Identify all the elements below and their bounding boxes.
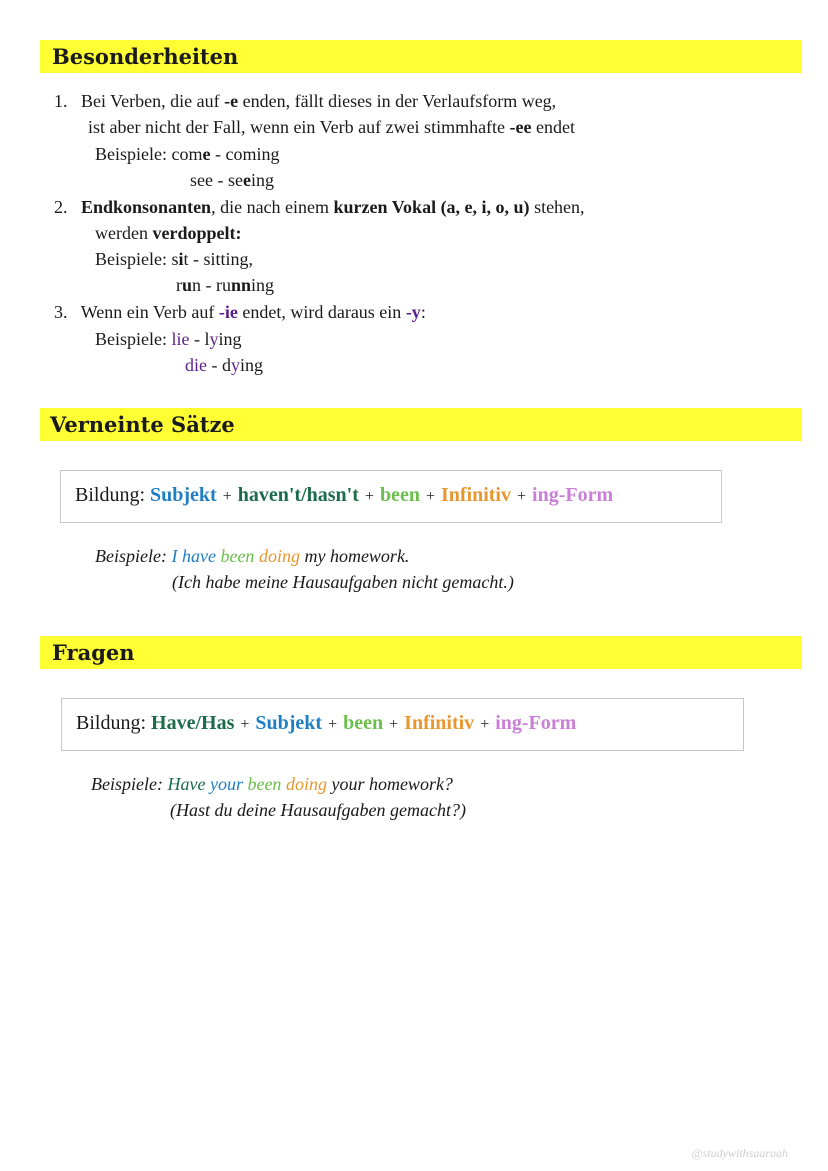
rule-1-line-1 [54,88,556,114]
rule-2-line-2 [95,220,241,246]
example-subject: your [209,774,243,794]
plus-sign: + [425,488,435,505]
bold-text: Endkonsonanten [81,197,212,217]
rule-1-line-2 [88,114,575,140]
example-been: been [247,774,282,794]
example-auxiliary: Have [167,774,206,794]
plus-sign: + [328,716,338,733]
text: - l [189,329,210,349]
formula-ing-form: ing-Form [532,484,614,506]
text: : [420,302,426,322]
rule-2-example-2 [176,272,274,298]
formula [75,484,613,507]
rule-1-example-2 [190,167,274,193]
example-negation-translation: (Ich habe meine Hausaufgaben nicht gemacht.) [172,572,514,592]
rule-2-line-1 [54,194,585,220]
formula-label: Bildung: [75,484,146,506]
list-number: 3. [54,302,68,322]
highlight-text: y [209,329,219,349]
text: Bei Verben, die auf [81,91,225,111]
text: - d [207,355,231,375]
plus-sign: + [222,488,232,505]
rule-3-line-1 [54,299,426,325]
example-question [91,771,453,797]
text: , die nach einem [211,197,334,217]
rule-1-example-1 [95,141,279,167]
text: - coming [210,144,280,164]
section-heading-fragen: Fragen [40,636,802,669]
formula-box-question [61,698,744,751]
text: Beispiele: com [95,144,203,164]
plus-sign: + [240,716,250,733]
bold-text: nn [231,275,252,295]
text: n - ru [192,275,232,295]
text: endet, wird daraus ein [237,302,406,322]
text: ing [250,170,274,190]
example-ing: doing [258,546,300,566]
example-label: Beispiele: [91,774,163,794]
bold-text: e [202,144,211,164]
example-subject: I have [171,546,216,566]
example-label: Beispiele: [95,546,167,566]
bold-text: verdoppelt: [152,223,242,243]
bold-text: u [182,275,193,295]
plus-sign: + [480,716,490,733]
plus-sign: + [389,716,399,733]
text: t - sitting, [183,249,254,269]
formula-ing-form: ing-Form [495,712,577,734]
bold-text: -ee [509,117,532,137]
section-heading-verneinte-saetze: Verneinte Sätze [40,408,802,441]
text: ing [251,275,275,295]
text: ing [240,355,264,375]
plus-sign: + [517,488,527,505]
text: stehen, [529,197,585,217]
example-ing: doing [285,774,327,794]
highlight-text: lie [171,329,190,349]
highlight-text: -ie [218,302,238,322]
watermark: @studywithsaaraah [691,1146,788,1160]
bold-text: i [178,249,184,269]
example-question-translation: (Hast du deine Hausaufgaben gemacht?) [170,800,466,820]
text: ing [218,329,242,349]
formula-infinitive: Infinitiv [440,484,511,506]
formula-auxiliary: Have/Has [151,712,235,734]
formula [76,712,576,735]
text: Beispiele: [95,329,172,349]
rule-3-example-1 [95,326,242,352]
section-heading-besonderheiten: Besonderheiten [40,40,802,73]
bold-text: kurzen Vokal (a, e, i, o, u) [333,197,530,217]
highlight-text: die [185,355,207,375]
formula-subject: Subjekt [150,484,217,506]
highlight-text: -y [405,302,421,322]
highlight-text: y [231,355,240,375]
formula-been: been [379,484,420,506]
formula-auxiliary: haven't/hasn't [237,484,359,506]
formula-label: Bildung: [76,712,147,734]
formula-box-negation [60,470,722,523]
formula-been: been [343,712,384,734]
bold-text: e [242,170,251,190]
rule-2-example-1 [95,246,253,272]
text: Wenn ein Verb auf [80,302,219,322]
list-number: 1. [54,91,68,111]
text: ist aber nicht der Fall, wenn ein Verb auf zwei stimmhafte [88,117,510,137]
example-rest: your homework? [331,774,453,794]
text: see - se [190,170,243,190]
text: enden, fällt dieses in der Verlaufsform weg, [238,91,557,111]
formula-infinitive: Infinitiv [404,712,475,734]
example-been: been [220,546,255,566]
plus-sign: + [364,488,374,505]
text: r [176,275,182,295]
text: werden [95,223,153,243]
example-rest: my homework. [304,546,410,566]
example-negation [95,543,409,569]
list-number: 2. [54,197,68,217]
rule-3-example-2 [185,352,263,378]
formula-subject: Subjekt [255,712,323,734]
bold-text: -e [224,91,239,111]
text: endet [531,117,576,137]
text: Beispiele: s [95,249,179,269]
